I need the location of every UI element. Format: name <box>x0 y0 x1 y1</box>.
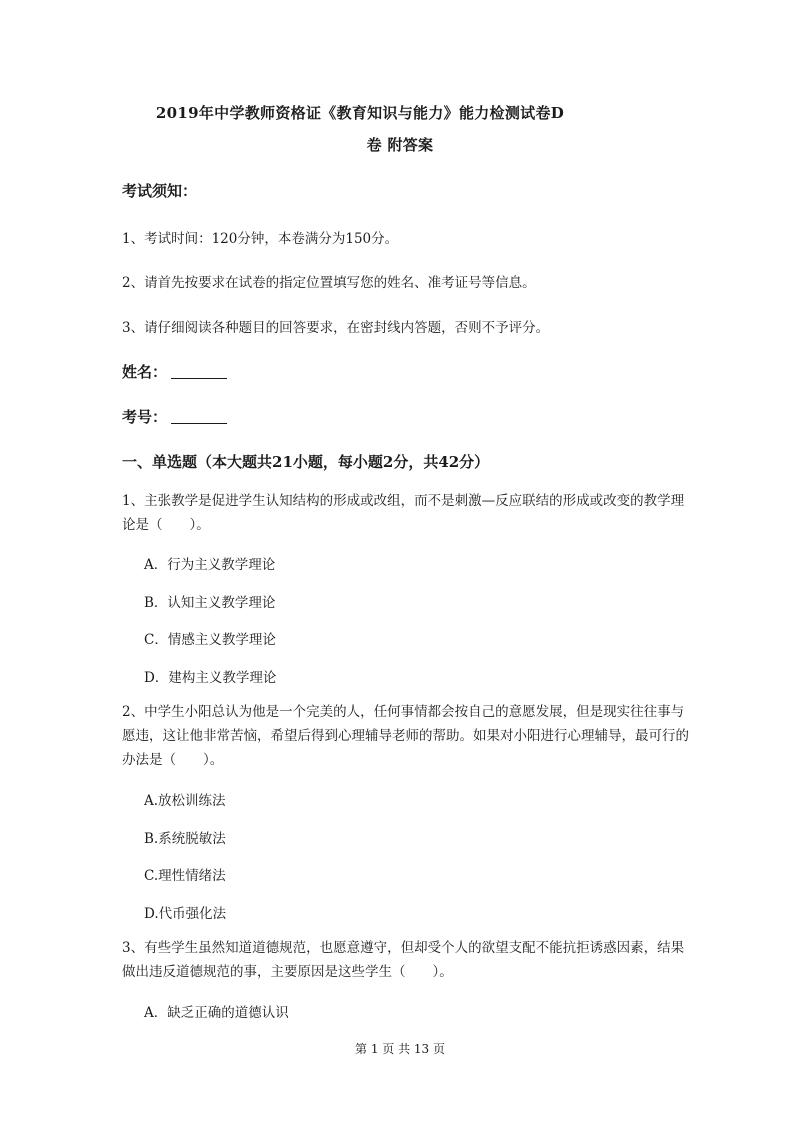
notice-heading: 考试须知： <box>122 182 198 200</box>
section-heading: 一、单选题（本大题共21小题，每小题2分，共42分） <box>122 453 490 471</box>
document-title-line-1: 2019年中学教师资格证《教育知识与能力》能力检测试卷D <box>155 104 565 122</box>
question-1-stem: 1、主张教学是促进学生认知结构的形成或改组，而不是刺激—反应联结的形成或改变的教学理论是（ ）。 <box>122 493 685 533</box>
question-2-stem: 2、中学生小阳总认为他是一个完美的人，任何事情都会按自己的意愿发展，但是现实往往事与愿违，这让他非常苦恼，希望后得到心理辅导老师的帮助。如果对小阳进行心理辅导，最可行的办法是（ ）。 <box>122 704 689 768</box>
question-2-option-b: B.系统脱敏法 <box>144 831 226 847</box>
name-label: 姓名： <box>122 363 168 381</box>
question-3-option-a: A．缺乏正确的道德认识 <box>144 1005 289 1021</box>
id-label: 考号： <box>122 408 168 426</box>
notice-item-3: 3、请仔细阅读各种题目的回答要求，在密封线内答题，否则不予评分。 <box>122 320 550 336</box>
question-1-option-b: B．认知主义教学理论 <box>144 595 276 611</box>
question-1-option-c: C．情感主义教学理论 <box>144 632 276 648</box>
notice-item-2: 2、请首先按要求在试卷的指定位置填写您的姓名、准考证号等信息。 <box>122 275 536 291</box>
question-2-option-a: A.放松训练法 <box>144 793 226 809</box>
question-3-stem: 3、有些学生虽然知道道德规范，也愿意遵守，但却受个人的欲望支配不能抗拒诱惑因素，结果做出违反道德规范的事，主要原因是这些学生（ ）。 <box>122 940 685 980</box>
id-input-line[interactable] <box>171 409 227 424</box>
page-footer: 第 1 页 共 13 页 <box>355 1042 445 1056</box>
name-input-line[interactable] <box>171 364 227 379</box>
document-title-line-2: 卷 附答案 <box>366 136 434 154</box>
notice-item-1: 1、考试时间：120分钟，本卷满分为150分。 <box>122 231 399 247</box>
id-field <box>122 406 227 427</box>
question-1-option-d: D．建构主义教学理论 <box>144 670 277 686</box>
question-1-option-a: A．行为主义教学理论 <box>144 557 276 573</box>
question-2-option-d: D.代币强化法 <box>144 906 227 922</box>
name-field <box>122 361 227 382</box>
question-2-option-c: C.理性情绪法 <box>144 868 226 884</box>
